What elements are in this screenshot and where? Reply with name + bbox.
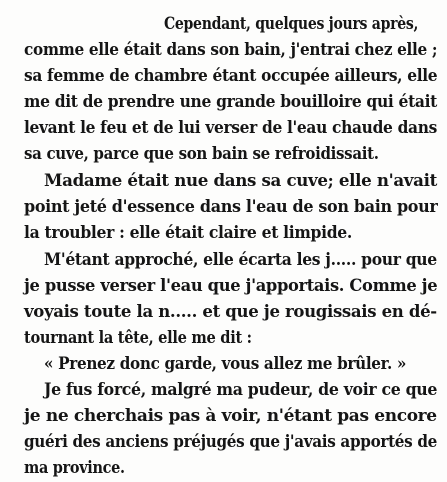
text-line: M'étant approché, elle écarta les j..... pour que: [44, 249, 437, 269]
text-line: levant le feu et de lui verser de l'eau chaude dans: [24, 117, 437, 137]
text-line: me dit de prendre une grande bouilloire qui était: [24, 91, 438, 111]
text-line: comme elle était dans son bain, j'entrai chez elle ;: [24, 39, 438, 59]
text-line: Cependant, quelques jours après,: [164, 13, 419, 33]
text-line: je pusse verser l'eau que j'apportais. Comme je: [24, 275, 438, 295]
text-line: sa femme de chambre étant occupée ailleurs, elle: [24, 65, 438, 85]
text-line: je ne cherchais pas à voir, n'étant pas encore: [24, 405, 437, 425]
text-line: point jeté d'essence dans l'eau de son bain pour: [24, 196, 438, 216]
text-line: la troubler : elle était claire et limpide.: [24, 222, 352, 242]
text-line: tournant la tête, elle me dit :: [24, 327, 252, 347]
text-line: guéri des anciens préjugés que j'avais apportés de: [24, 431, 437, 451]
text-line: Je fus forcé, malgré ma pudeur, de voir ce que: [44, 379, 438, 399]
text-line: ma province.: [24, 457, 125, 477]
text-line: « Prenez donc garde, vous allez me brûler. »: [44, 353, 407, 373]
text-line: voyais toute la n..... et que je rougissais en dé-: [24, 301, 437, 321]
text-line: sa cuve, parce que son bain se refroidissait.: [24, 143, 379, 163]
text-line: Madame était nue dans sa cuve; elle n'avait: [44, 170, 437, 190]
